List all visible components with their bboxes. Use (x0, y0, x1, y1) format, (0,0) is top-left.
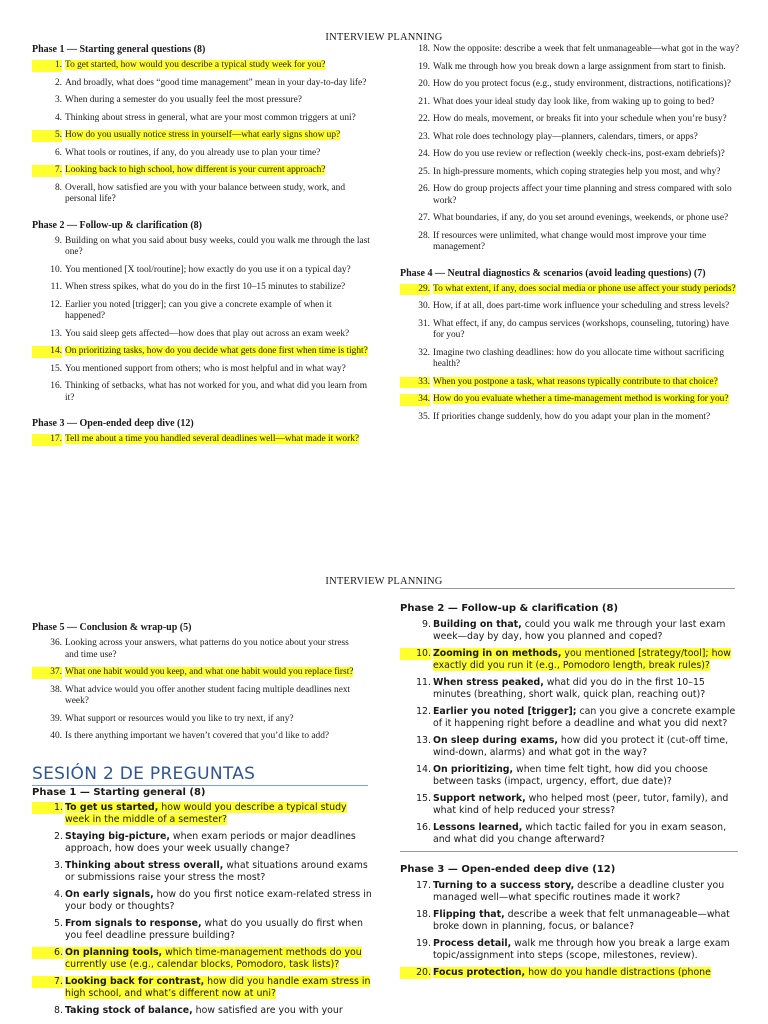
question-lead: Support network, (433, 793, 526, 804)
question-body: How do meals, movement, or breaks fit into your schedule when you’re busy? (433, 114, 727, 124)
question-body: when exam periods or major deadlines approach, how does your week usually change? (65, 831, 356, 854)
question-item (32, 638, 362, 661)
question-lead: Turning to a success story, (433, 880, 575, 891)
question-lead: On sleep during exams, (433, 735, 558, 746)
question-lead: From signals to response, (65, 918, 202, 929)
question-item (400, 648, 738, 671)
question-body: How do you use review or reflection (weekly check-ins, post-exam debriefs)? (433, 149, 725, 159)
session-heading: SESIÓN 2 DE PREGUNTAS (32, 764, 256, 784)
phase-heading: Phase 1 — Starting general (8) (32, 787, 206, 798)
question-number: 20. (418, 79, 430, 89)
question-body: To what extent, if any, does social media or phone use affect your study periods? (433, 283, 736, 294)
question-list (400, 619, 738, 845)
session2-left-column (32, 787, 372, 1023)
question-list (400, 44, 740, 254)
question-number: 10. (50, 264, 62, 275)
question-body: Thinking of setbacks, what has not worked for you, and what did you learn from it? (65, 381, 368, 403)
question-lead: On planning tools, (65, 947, 163, 958)
question-body: What effect, if any, do campus services (workshops, counseling, tutoring) have for you? (433, 318, 730, 340)
question-text (65, 130, 372, 142)
question-number: 22. (418, 114, 430, 124)
question-text (433, 184, 740, 207)
question-item (32, 1005, 372, 1017)
question-item (400, 619, 738, 642)
question-body: What support or resources would you like to try next, if any? (65, 713, 294, 724)
question-text (65, 183, 372, 206)
question-number: 19. (416, 938, 431, 949)
question-number: 3. (54, 860, 63, 871)
question-number: 18. (416, 909, 431, 920)
question-item (400, 44, 740, 56)
question-body: When stress spikes, what do you do in the first 10–15 minutes to stabilize? (65, 282, 346, 292)
question-number: 31. (418, 318, 430, 329)
question-lead: Staying big-picture, (65, 831, 170, 842)
question-text (65, 976, 372, 999)
page-title: INTERVIEW PLANNING (325, 32, 443, 43)
question-body: When you postpone a task, what reasons typically contribute to that choice? (433, 376, 718, 387)
question-body: could you walk me through your last exam week—day by day, how you planned and coped? (433, 619, 726, 642)
question-number: 17. (416, 880, 431, 891)
question-lead: When stress peaked, (433, 677, 544, 688)
question-number: 5. (32, 130, 62, 142)
question-number: 9. (422, 619, 431, 630)
question-text (433, 132, 740, 144)
question-number: 25. (418, 166, 430, 177)
question-item (32, 60, 372, 72)
question-item (32, 95, 372, 107)
question-text (65, 329, 372, 341)
question-number: 6. (54, 147, 62, 158)
question-item (400, 184, 740, 207)
question-text (65, 802, 372, 825)
question-text (65, 282, 372, 294)
question-body: Now the opposite: describe a week that felt unmanageable—what got in the way? (433, 44, 740, 54)
question-item (32, 236, 372, 259)
question-item (32, 329, 372, 341)
question-body: What advice would you offer another student facing multiple deadlines next week? (65, 684, 351, 706)
question-number: 17. (32, 434, 62, 446)
question-item (400, 412, 740, 424)
question-text (65, 918, 372, 941)
question-item (400, 880, 738, 903)
question-body: describe a deadline cluster you managed well—what specific routines made it work? (433, 880, 725, 903)
question-item (400, 764, 738, 787)
question-item (400, 377, 740, 389)
question-text (433, 97, 740, 109)
question-body: How do you evaluate whether a time-management method is working for you? (433, 394, 729, 404)
question-number: 4. (54, 889, 63, 900)
phase-heading: Phase 5 — Conclusion & wrap-up (5) (32, 622, 192, 633)
question-text (433, 735, 738, 758)
question-number: 8. (54, 182, 62, 193)
question-body: How, if at all, does part-time work influence your scheduling and stress levels? (433, 301, 730, 311)
question-number: 27. (418, 213, 430, 223)
question-text (433, 967, 738, 979)
question-item (400, 319, 740, 342)
question-lead: Taking stock of balance, (65, 1005, 193, 1016)
question-item (32, 78, 372, 90)
question-number: 10. (400, 648, 431, 660)
question-item (400, 79, 740, 91)
question-text (65, 860, 372, 883)
question-number: 24. (418, 149, 430, 159)
question-item (32, 889, 372, 912)
question-body: how satisfied are you with your (192, 1005, 343, 1016)
question-body: You mentioned support from others; who is most helpful and in what way? (65, 363, 346, 374)
question-item (32, 434, 372, 446)
question-text (65, 685, 362, 708)
question-body: How do group projects affect your time planning and stress compared with solo work? (433, 184, 732, 206)
question-number: 18. (418, 44, 430, 54)
question-body: You said sleep gets affected—how does that play out across an exam week? (65, 328, 350, 339)
question-number: 19. (418, 61, 430, 72)
question-item (32, 731, 362, 743)
question-text (433, 619, 738, 642)
question-lead: Zooming in on methods, (433, 648, 562, 659)
phase-heading: Phase 3 — Open-ended deep dive (12) (400, 864, 616, 875)
question-number: 28. (418, 230, 430, 241)
question-body: You mentioned [X tool/routine]; how exactly do you use it on a typical day? (65, 264, 351, 275)
question-number: 1. (32, 802, 63, 814)
question-text (433, 648, 738, 671)
question-body: how do you first notice exam-related stress in your body or thoughts? (65, 889, 372, 912)
question-text (65, 947, 372, 970)
page-title: INTERVIEW PLANNING (325, 576, 443, 587)
question-body: who helped most (peer, tutor, family), and what kind of help reduced your stress? (433, 793, 729, 816)
question-number: 35. (418, 411, 430, 422)
question-item (400, 284, 740, 296)
question-body: And broadly, what does “good time management” mean in your day-to-day life? (65, 77, 367, 88)
question-lead: Lessons learned, (433, 822, 523, 833)
question-item (32, 265, 372, 277)
question-lead: Looking back for contrast, (65, 976, 205, 987)
question-body: how did you protect it (cut-off time, wind-down, alarms) and what got in the way? (433, 735, 729, 758)
question-text (65, 731, 362, 743)
question-body: Tell me about a time you handled several deadlines well—what made it work? (65, 434, 360, 444)
question-lead: To get us started, (65, 802, 159, 813)
question-number: 13. (416, 735, 431, 746)
question-text (65, 165, 372, 177)
question-text (65, 78, 372, 90)
question-item (32, 667, 362, 679)
question-text (433, 909, 738, 932)
question-text (433, 706, 738, 729)
question-text (65, 265, 372, 277)
question-item (400, 62, 740, 74)
question-body: To get started, how would you describe a typical study week for you? (65, 60, 326, 70)
question-text (65, 1005, 372, 1017)
question-body: how would you describe a typical study week in the middle of a semester? (65, 802, 347, 825)
question-item (400, 213, 740, 225)
question-body: In high-pressure moments, which coping strategies help you most, and why? (433, 166, 721, 177)
question-body: walk me through how you break a large exam topic/assignment into steps (scope, milestones, review). (433, 938, 730, 961)
question-text (433, 412, 740, 424)
question-text (433, 149, 740, 161)
question-number: 14. (32, 346, 62, 358)
question-number: 32. (418, 347, 430, 358)
question-number: 37. (32, 667, 62, 679)
question-text (433, 79, 740, 91)
question-lead: Thinking about stress overall, (65, 860, 224, 871)
question-body: What role does technology play—planners, calendars, timers, or apps? (433, 131, 698, 142)
question-body: Earlier you noted [trigger]; can you give a concrete example of when it happened? (65, 299, 332, 321)
question-item (32, 113, 372, 125)
question-list (400, 880, 738, 979)
question-number: 30. (418, 301, 430, 311)
question-body: Is there anything important we haven’t covered that you’d like to add? (65, 731, 330, 741)
question-item (32, 165, 372, 177)
question-item (400, 132, 740, 144)
question-number: 14. (416, 764, 431, 775)
question-text (65, 831, 372, 854)
section-divider (400, 851, 738, 852)
question-body: Overall, how satisfied are you with your balance between study, work, and personal life? (65, 182, 346, 204)
question-item (32, 364, 372, 376)
question-body: what situations around exams or submissions raise your stress the most? (65, 860, 368, 883)
question-number: 8. (54, 1005, 63, 1016)
question-lead: Flipping that, (433, 909, 505, 920)
question-text (65, 381, 372, 404)
question-item (400, 301, 740, 313)
page2-left-column (32, 622, 362, 749)
question-text (65, 113, 372, 125)
question-body: How do you usually notice stress in yourself—what early signs show up? (65, 130, 341, 140)
question-body: What does your ideal study day look like, from waking up to going to bed? (433, 96, 715, 107)
question-item (32, 148, 372, 160)
page1-right-column (400, 44, 740, 429)
question-body: If resources were unlimited, what change would most improve your time management? (433, 230, 707, 252)
question-text (433, 301, 740, 313)
question-body: What one habit would you keep, and what one habit would you replace first? (65, 667, 354, 677)
question-number: 11. (416, 677, 431, 688)
question-item (400, 114, 740, 126)
question-number: 34. (400, 394, 430, 406)
question-number: 13. (50, 328, 62, 339)
question-body: If priorities change suddenly, how do you adapt your plan in the moment? (433, 411, 711, 422)
question-number: 12. (50, 299, 62, 310)
question-item (400, 167, 740, 179)
question-body: what did you do in the first 10–15 minutes (breathing, short walk, quick plan, reaching out)? (433, 677, 706, 700)
question-item (32, 860, 372, 883)
phase-heading: Phase 2 — Follow-up & clarification (8) (400, 603, 619, 614)
question-lead: On prioritizing, (433, 764, 514, 775)
question-item (32, 802, 372, 825)
question-body: how did you handle exam stress in high school, and what’s different now at uni? (65, 976, 371, 999)
question-number: 7. (32, 165, 62, 177)
question-text (433, 62, 740, 74)
question-body: Thinking about stress in general, what are your most common triggers at uni? (65, 112, 356, 123)
question-number: 36. (50, 638, 62, 648)
question-text (65, 95, 372, 107)
question-lead: Process detail, (433, 938, 512, 949)
question-item (32, 300, 372, 323)
question-number: 40. (50, 731, 62, 741)
phase-heading: Phase 1 — Starting general questions (8) (32, 44, 206, 55)
question-list (32, 434, 372, 446)
question-body: you mentioned [strategy/tool]; how exactly did you run it (e.g., Pomodoro length, break rules)? (433, 648, 731, 671)
question-item (400, 909, 738, 932)
question-number: 7. (32, 976, 63, 988)
question-item (400, 149, 740, 161)
question-text (65, 148, 372, 160)
question-text (65, 60, 372, 72)
session2-right-column (400, 603, 738, 985)
question-text (65, 346, 372, 358)
question-number: 12. (416, 706, 431, 717)
question-text (433, 880, 738, 903)
page1-left-column (32, 44, 372, 452)
question-text (65, 364, 372, 376)
question-item (32, 976, 372, 999)
phase-heading: Phase 4 — Neutral diagnostics & scenarios (avoid leading questions) (7) (400, 267, 706, 279)
question-text (433, 677, 738, 700)
question-text (433, 394, 740, 406)
question-body: What tools or routines, if any, do you already use to plan your time? (65, 147, 321, 158)
question-number: 39. (50, 713, 62, 724)
question-body: On prioritizing tasks, how do you decide what gets done first when time is tight? (65, 346, 368, 356)
question-text (65, 434, 372, 446)
question-body: which time-management methods do you currently use (e.g., calendar blocks, Pomodoro, task lists)? (65, 947, 362, 970)
question-text (433, 114, 740, 126)
question-item (400, 394, 740, 406)
question-body: Looking across your answers, what patterns do you notice about your stress and time use? (65, 638, 349, 660)
question-number: 29. (400, 284, 430, 296)
question-text (433, 213, 740, 225)
question-text (433, 938, 738, 961)
question-number: 16. (416, 822, 431, 833)
question-item (32, 831, 372, 854)
question-text (433, 348, 740, 371)
question-body: when time felt tight, how did you choose between tasks (impact, urgency, effort, due date)? (433, 764, 708, 787)
question-item (400, 231, 740, 254)
question-lead: Earlier you noted [trigger]; (433, 706, 577, 717)
question-body: Imagine two clashing deadlines: how do you allocate time without sacrificing health? (433, 347, 725, 369)
question-item (400, 348, 740, 371)
question-item (400, 706, 738, 729)
question-body: When during a semester do you usually feel the most pressure? (65, 95, 302, 105)
question-item (32, 714, 362, 726)
question-number: 5. (54, 918, 63, 929)
question-number: 15. (416, 793, 431, 804)
question-item (32, 947, 372, 970)
question-item (400, 793, 738, 816)
question-item (400, 967, 738, 979)
question-list (32, 236, 372, 405)
question-text (65, 667, 362, 679)
question-body: which tactic failed for you in exam season, and what did you change afterward? (433, 822, 727, 845)
phase-heading: Phase 2 — Follow-up & clarification (8) (32, 219, 202, 231)
question-item (400, 822, 738, 845)
question-body: Walk me through how you break down a large assignment from start to finish. (433, 61, 726, 72)
question-lead: Focus protection, (433, 967, 526, 978)
question-number: 9. (54, 235, 62, 246)
question-list (32, 802, 372, 1017)
question-text (65, 300, 372, 323)
question-text (433, 377, 740, 389)
question-number: 3. (54, 95, 62, 105)
question-text (65, 714, 362, 726)
question-number: 33. (400, 377, 430, 389)
session-divider (32, 785, 368, 786)
question-text (433, 822, 738, 845)
question-text (65, 638, 362, 661)
question-item (400, 938, 738, 961)
question-number: 26. (418, 184, 430, 194)
question-body: Looking back to high school, how different is your current approach? (65, 165, 326, 175)
question-item (32, 282, 372, 294)
question-body: Building on what you said about busy weeks, could you walk me through the last one? (65, 235, 370, 257)
question-text (433, 231, 740, 254)
question-text (433, 764, 738, 787)
phase-heading: Phase 3 — Open-ended deep dive (12) (32, 418, 194, 429)
question-text (65, 236, 372, 259)
question-number: 38. (50, 684, 62, 695)
question-item (32, 381, 372, 404)
question-item (400, 735, 738, 758)
question-text (433, 793, 738, 816)
question-number: 2. (54, 77, 62, 88)
question-number: 21. (418, 96, 430, 107)
question-item (32, 130, 372, 142)
question-body: can you give a concrete example of it happening right before a deadline and what you did next? (433, 706, 736, 729)
question-lead: On early signals, (65, 889, 154, 900)
question-item (32, 183, 372, 206)
question-number: 16. (50, 381, 62, 391)
question-item (32, 685, 362, 708)
question-body: How do you protect focus (e.g., study environment, distractions, notifications)? (433, 79, 731, 89)
question-list (32, 60, 372, 206)
question-item (400, 677, 738, 700)
question-list (32, 638, 362, 743)
question-number: 6. (32, 947, 63, 959)
question-body: what do you usually do first when you feel deadline pressure building? (65, 918, 363, 941)
question-number: 15. (50, 363, 62, 374)
question-item (32, 918, 372, 941)
question-body: What boundaries, if any, do you set around evenings, weekends, or phone use? (433, 213, 729, 223)
title-divider (400, 588, 735, 589)
question-item (400, 97, 740, 109)
question-text (433, 167, 740, 179)
question-number: 20. (400, 967, 431, 979)
question-number: 4. (54, 112, 62, 123)
question-item (32, 346, 372, 358)
question-number: 11. (50, 282, 62, 292)
question-lead: Building on that, (433, 619, 522, 630)
question-body: describe a week that felt unmanageable—what broke down in planning, focus, or balance? (433, 909, 730, 932)
question-number: 23. (418, 131, 430, 142)
question-list (400, 284, 740, 424)
question-body: how do you handle distractions (phone (525, 967, 711, 978)
question-text (433, 284, 740, 296)
question-text (433, 44, 740, 56)
question-text (433, 319, 740, 342)
question-number: 2. (54, 831, 63, 842)
question-text (65, 889, 372, 912)
question-number: 1. (32, 60, 62, 72)
